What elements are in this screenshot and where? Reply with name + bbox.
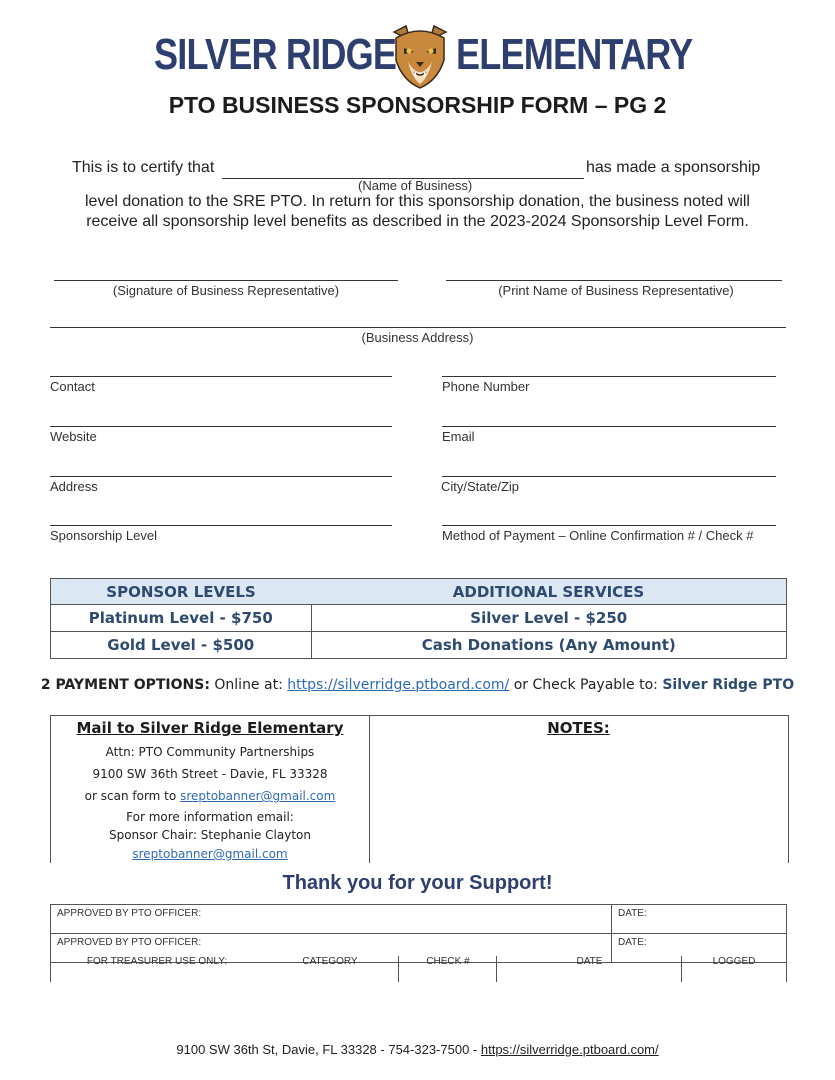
- business-name-caption: (Name of Business): [358, 178, 473, 193]
- footer-url-link[interactable]: https://silverridge.ptboard.com/: [480, 1042, 659, 1057]
- mail-chair-email: [51, 847, 369, 861]
- treasurer-label: FOR TREASURER USE ONLY:: [50, 956, 263, 982]
- mail-notes-box: [50, 715, 789, 863]
- cougar-head-icon: [386, 22, 454, 90]
- certify-lead: This is to certify that: [72, 159, 215, 176]
- signature-caption: (Signature of Business Representative): [112, 283, 340, 298]
- mail-scan: [51, 789, 369, 803]
- approval-2-label: APPROVED BY PTO OFFICER:: [51, 934, 612, 963]
- school-name-right: ELEMENTARY: [456, 30, 693, 79]
- payment-options-label: 2 PAYMENT OPTIONS:: [40, 677, 210, 693]
- phone-label: Phone Number: [442, 379, 530, 394]
- treasurer-category[interactable]: CATEGORY: [302, 956, 358, 967]
- treasurer-check[interactable]: CHECK #: [398, 956, 497, 982]
- approval-1-label: APPROVED BY PTO OFFICER:: [51, 905, 612, 934]
- city-label: City/State/Zip: [441, 479, 520, 494]
- additional-services-header: ADDITIONAL SERVICES: [311, 579, 787, 605]
- website-line[interactable]: [50, 426, 392, 427]
- sponsor-levels-table: [50, 578, 787, 659]
- payment-method-line[interactable]: [442, 525, 776, 526]
- payment-payee: Silver Ridge PTO: [662, 677, 795, 693]
- website-label: Website: [50, 429, 97, 444]
- form-title: PTO BUSINESS SPONSORSHIP FORM – PG 2: [168, 92, 667, 118]
- sponsorship-level-label: Sponsorship Level: [50, 528, 157, 543]
- level-gold: Gold Level - $500: [51, 632, 312, 659]
- sponsor-levels-header: SPONSOR LEVELS: [51, 579, 312, 605]
- level-silver: Silver Level - $250: [311, 605, 787, 632]
- treasurer-date[interactable]: DATE: [496, 956, 682, 982]
- notes-title: NOTES:: [547, 719, 610, 737]
- contact-line[interactable]: [50, 376, 392, 377]
- mail-attn: Attn: PTO Community Partnerships: [105, 745, 315, 759]
- contact-label: Contact: [50, 379, 95, 394]
- thank-you-message: Thank you for your Support!: [282, 872, 553, 894]
- payment-check-text: or Check Payable to:: [513, 677, 658, 693]
- print-name-line[interactable]: [446, 280, 782, 281]
- footer: [0, 1042, 835, 1057]
- school-name-left: SILVER RIDGE: [154, 30, 397, 79]
- certify-trail: has made a sponsorship: [586, 159, 761, 176]
- email-label: Email: [442, 429, 475, 444]
- approval-table: [50, 904, 787, 963]
- mail-more-info: For more information email:: [126, 810, 294, 824]
- mail-title: Mail to Silver Ridge Elementary: [76, 719, 344, 737]
- treasurer-row: [50, 956, 787, 982]
- mail-scan-email-link[interactable]: sreptobanner@gmail.com: [180, 789, 336, 803]
- chair-email-link[interactable]: sreptobanner@gmail.com: [132, 847, 288, 861]
- city-line[interactable]: [442, 476, 776, 477]
- certify-body-2: receive all sponsorship level benefits as described in the 2023-2024 Sponsorship Level Form.: [86, 213, 749, 230]
- payment-url-link[interactable]: https://silverridge.ptboard.com/: [287, 677, 510, 693]
- mail-chair: Sponsor Chair: Stephanie Clayton: [108, 828, 311, 842]
- payment-method-label: Method of Payment – Online Confirmation # / Check #: [442, 528, 754, 543]
- approval-2-date[interactable]: DATE:: [612, 934, 787, 963]
- notes-area[interactable]: [371, 746, 784, 859]
- address-line[interactable]: [50, 476, 392, 477]
- email-line[interactable]: [442, 426, 776, 427]
- mail-scan-text: or scan form to: [84, 789, 177, 803]
- signature-line[interactable]: [54, 280, 398, 281]
- mail-street: 9100 SW 36th Street - Davie, FL 33328: [92, 767, 328, 781]
- address-label: Address: [50, 479, 98, 494]
- certify-body-1: level donation to the SRE PTO. In return for this sponsorship donation, the business noted will: [85, 193, 750, 210]
- level-platinum: Platinum Level - $750: [51, 605, 312, 632]
- payment-online-text: Online at:: [214, 677, 283, 693]
- treasurer-logged[interactable]: LOGGED: [681, 956, 787, 982]
- business-address-caption: (Business Address): [361, 330, 474, 345]
- print-name-caption: (Print Name of Business Representative): [498, 283, 734, 298]
- phone-line[interactable]: [442, 376, 776, 377]
- business-address-line[interactable]: [50, 327, 786, 328]
- payment-options: [0, 677, 835, 693]
- footer-address: 9100 SW 36th St, Davie, FL 33328 - 754-323-7500 -: [176, 1042, 478, 1057]
- approval-1-date[interactable]: DATE:: [612, 905, 787, 934]
- level-cash: Cash Donations (Any Amount): [311, 632, 787, 659]
- sponsorship-level-line[interactable]: [50, 525, 392, 526]
